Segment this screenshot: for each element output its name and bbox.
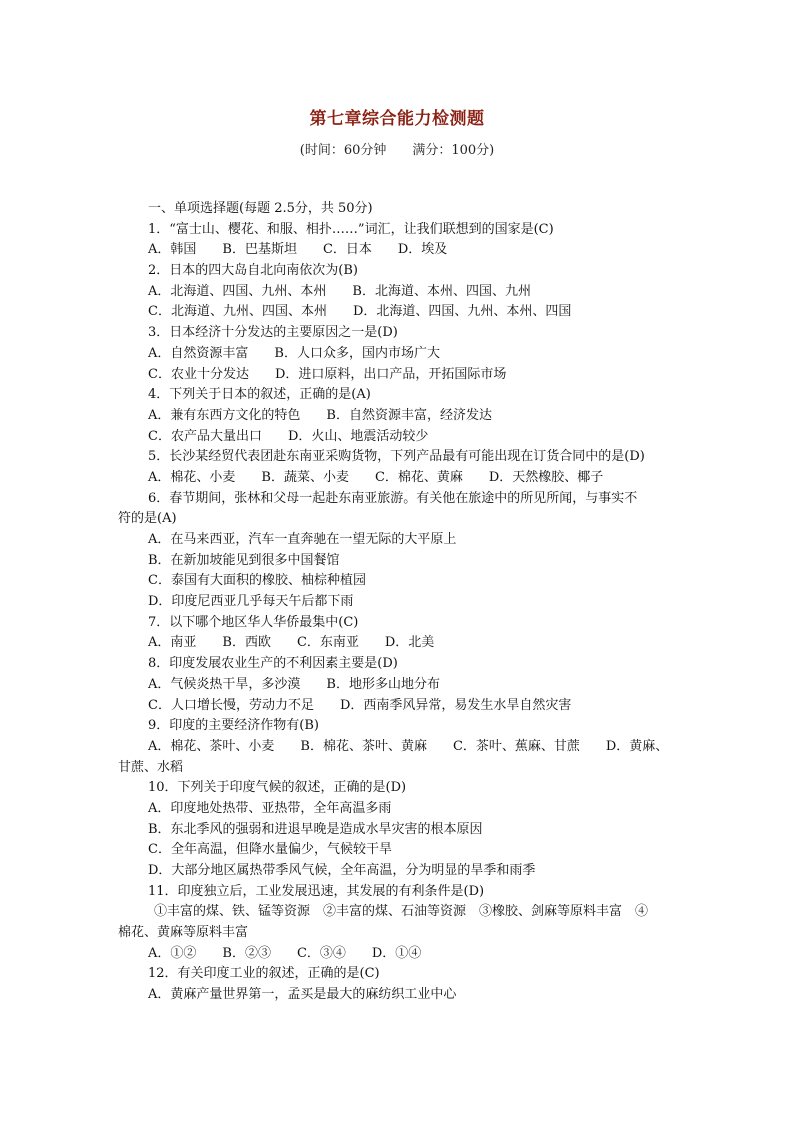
text-line: 9．印度的主要经济作物有(B) — [148, 718, 319, 734]
exam-info: (时间：60分钟 满分：100分) — [299, 143, 495, 158]
text-line: D．大部分地区属热带季风气候，全年高温，分为明显的旱季和雨季 — [148, 863, 536, 878]
text-line: 一、单项选择题(每题 2.5分，共 50分) — [148, 201, 373, 216]
text-line: 2．日本的四大岛自北向南依次为(B) — [148, 263, 358, 279]
page-title: 第七章综合能力检测题 — [309, 109, 485, 129]
text-line: A．棉花、茶叶、小麦 B．棉花、茶叶、黄麻 C．茶叶、蕉麻、甘蔗 D．黄麻、 — [148, 738, 669, 754]
text-line: C．人口增长慢，劳动力不足 D．西南季风异常，易发生水旱自然灾害 — [148, 697, 572, 713]
text-line: B．东北季风的强弱和进退早晚是造成水旱灾害的根本原因 — [148, 821, 483, 837]
text-line: 12．有关印度工业的叙述，正确的是(C) — [148, 966, 380, 982]
text-line: A．南亚 B．西欧 C．东南亚 D．北美 — [148, 635, 435, 651]
text-line: A．自然资源丰富 B．人口众多，国内市场广大 — [148, 345, 440, 361]
text-line: ①丰富的煤、铁、锰等资源 ②丰富的煤、石油等资源 ③橡胶、剑麻等原料丰富 ④ — [154, 904, 649, 920]
text-line: 5．长沙某经贸代表团赴东南亚采购货物，下列产品最有可能出现在订货合同中的是(D) — [148, 449, 645, 465]
text-line: 棉花、黄麻等原料丰富 — [118, 925, 249, 941]
text-line: B．在新加坡能见到很多中国餐馆 — [148, 552, 340, 568]
text-line: 7．以下哪个地区华人华侨最集中(C) — [148, 614, 359, 630]
text-line: 3．日本经济十分发达的主要原因之一是(D) — [148, 325, 398, 341]
text-line: A．北海道、四国、九州、本州 B．北海道、本州、四国、九州 — [148, 283, 531, 299]
text-line: C．全年高温，但降水量偏少，气候较干旱 — [148, 842, 392, 858]
text-line: 11．印度独立后，工业发展迅速，其发展的有利条件是(D) — [148, 883, 485, 899]
text-line: C．泰国有大面积的橡胶、柚棕种植园 — [148, 573, 366, 589]
text-line: A．在马来西亚，汽车一直奔驰在一望无际的大平原上 — [148, 532, 457, 547]
text-line: C．北海道、九州、四国、本州 D．北海道、四国、九州、本州、四国 — [148, 304, 572, 320]
text-line: 1．“富士山、樱花、和服、相扑……”词汇，让我们联想到的国家是(C) — [148, 221, 554, 237]
text-line: 10．下列关于印度气候的叙述，正确的是(D) — [148, 780, 407, 796]
text-line: A．黄麻产量世界第一，孟买是最大的麻纺织工业中心 — [148, 987, 457, 1003]
text-line: C．农产品大量出口 D．火山、地震活动较少 — [148, 428, 429, 444]
text-line: A．韩国 B．巴基斯坦 C．日本 D．埃及 — [148, 242, 448, 258]
text-line: 甘蔗、水稻 — [118, 759, 184, 775]
text-line: 符的是(A) — [118, 511, 177, 527]
text-line: A．兼有东西方文化的特色 B．自然资源丰富，经济发达 — [148, 407, 492, 423]
text-line: 4．下列关于日本的叙述，正确的是(A) — [148, 387, 371, 403]
text-line: A．气候炎热干旱，多沙漠 B．地形多山地分布 — [148, 676, 440, 692]
text-line: A．印度地处热带、亚热带，全年高温多雨 — [148, 800, 392, 816]
text-line: A．①② B．②③ C．③④ D．①④ — [148, 945, 422, 961]
text-line: A．棉花、小麦 B．蔬菜、小麦 C．棉花、黄麻 D．天然橡胶、椰子 — [148, 469, 604, 485]
question-body — [118, 199, 678, 1006]
text-line: 8．印度发展农业生产的不利因素主要是(D) — [148, 656, 398, 672]
text-line: 6．春节期间，张林和父母一起赴东南亚旅游。有关他在旅途中的所见所闻，与事实不 — [148, 490, 638, 506]
text-line: D．印度尼西亚几乎每天午后都下雨 — [148, 594, 354, 610]
text-line: C．农业十分发达 D．进口原料，出口产品，开拓国际市场 — [148, 366, 507, 382]
